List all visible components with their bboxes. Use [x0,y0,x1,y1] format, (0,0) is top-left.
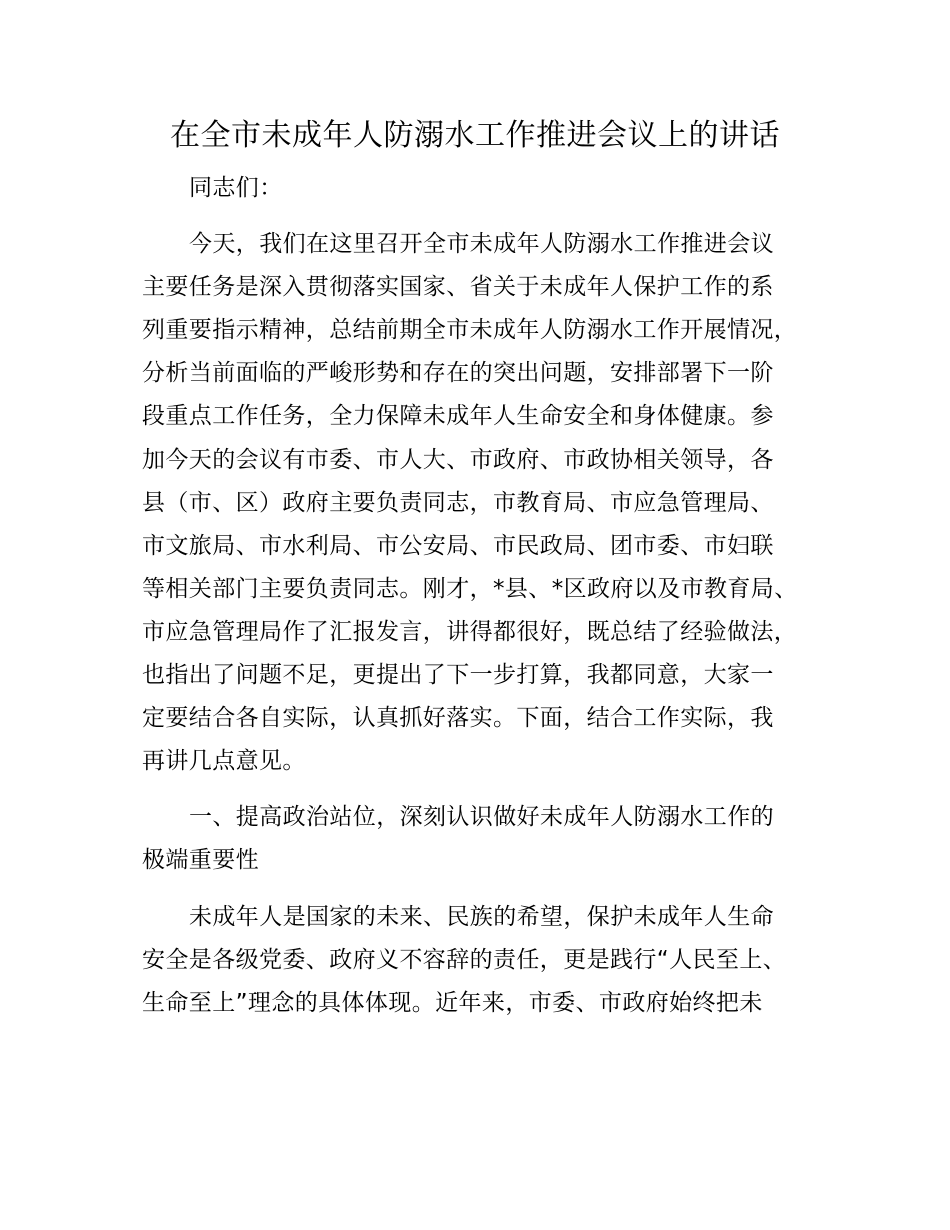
document-body [142,167,818,1025]
paragraph-line: 县（市、区）政府主要负责同志，市教育局、市应急管理局、 [142,489,774,516]
paragraph-line: 市文旅局、市水利局、市公安局、市民政局、团市委、市妇联 [142,532,774,559]
paragraph-line: 等相关部门主要负责同志。刚才，*县、*区政府以及市教育局、 [142,575,798,602]
paragraph-line: 再讲几点意见。 [142,748,306,775]
salutation: 同志们： [189,175,283,201]
paragraph-line: 生命至上”理念的具体体现。近年来，市委、市政府始终把未 [142,989,763,1016]
paragraph-line: 定要结合各自实际，认真抓好落实。下面，结合工作实际，我 [142,705,774,732]
paragraph-line: 也指出了问题不足，更提出了下一步打算，我都同意，大家一 [142,662,774,689]
document-title: 在全市未成年人防溺水工作推进会议上的讲话 [170,118,780,153]
paragraph-gap [142,210,818,223]
section-heading-1 [142,796,818,882]
paragraph-line: 段重点工作任务，全力保障未成年人生命安全和身体健康。参 [142,403,774,430]
paragraph-line: 安全是各级党委、政府义不容辞的责任，更是践行“人民至上、 [142,946,787,973]
paragraph-line: 今天，我们在这里召开全市未成年人防溺水工作推进会议 [189,231,774,258]
paragraph-gap [142,883,818,896]
paragraph-gap [142,783,818,796]
paragraph-section-1 [142,896,818,1025]
paragraph-line: 加今天的会议有市委、市人大、市政府、市政协相关领导，各 [142,446,774,473]
heading-line: 一、提高政治站位，深刻认识做好未成年人防溺水工作的 [189,804,774,831]
heading-line: 极端重要性 [142,847,259,874]
paragraph-line: 未成年人是国家的未来、民族的希望，保护未成年人生命 [189,903,774,930]
paragraph-line: 列重要指示精神，总结前期全市未成年人防溺水工作开展情况， [142,317,798,344]
paragraph-line: 主要任务是深入贯彻落实国家、省关于未成年人保护工作的系 [142,274,774,301]
paragraph-line: 分析当前面临的严峻形势和存在的突出问题，安排部署下一阶 [142,360,774,387]
paragraph-intro [142,223,818,783]
paragraph-line: 市应急管理局作了汇报发言，讲得都很好，既总结了经验做法， [142,618,798,645]
